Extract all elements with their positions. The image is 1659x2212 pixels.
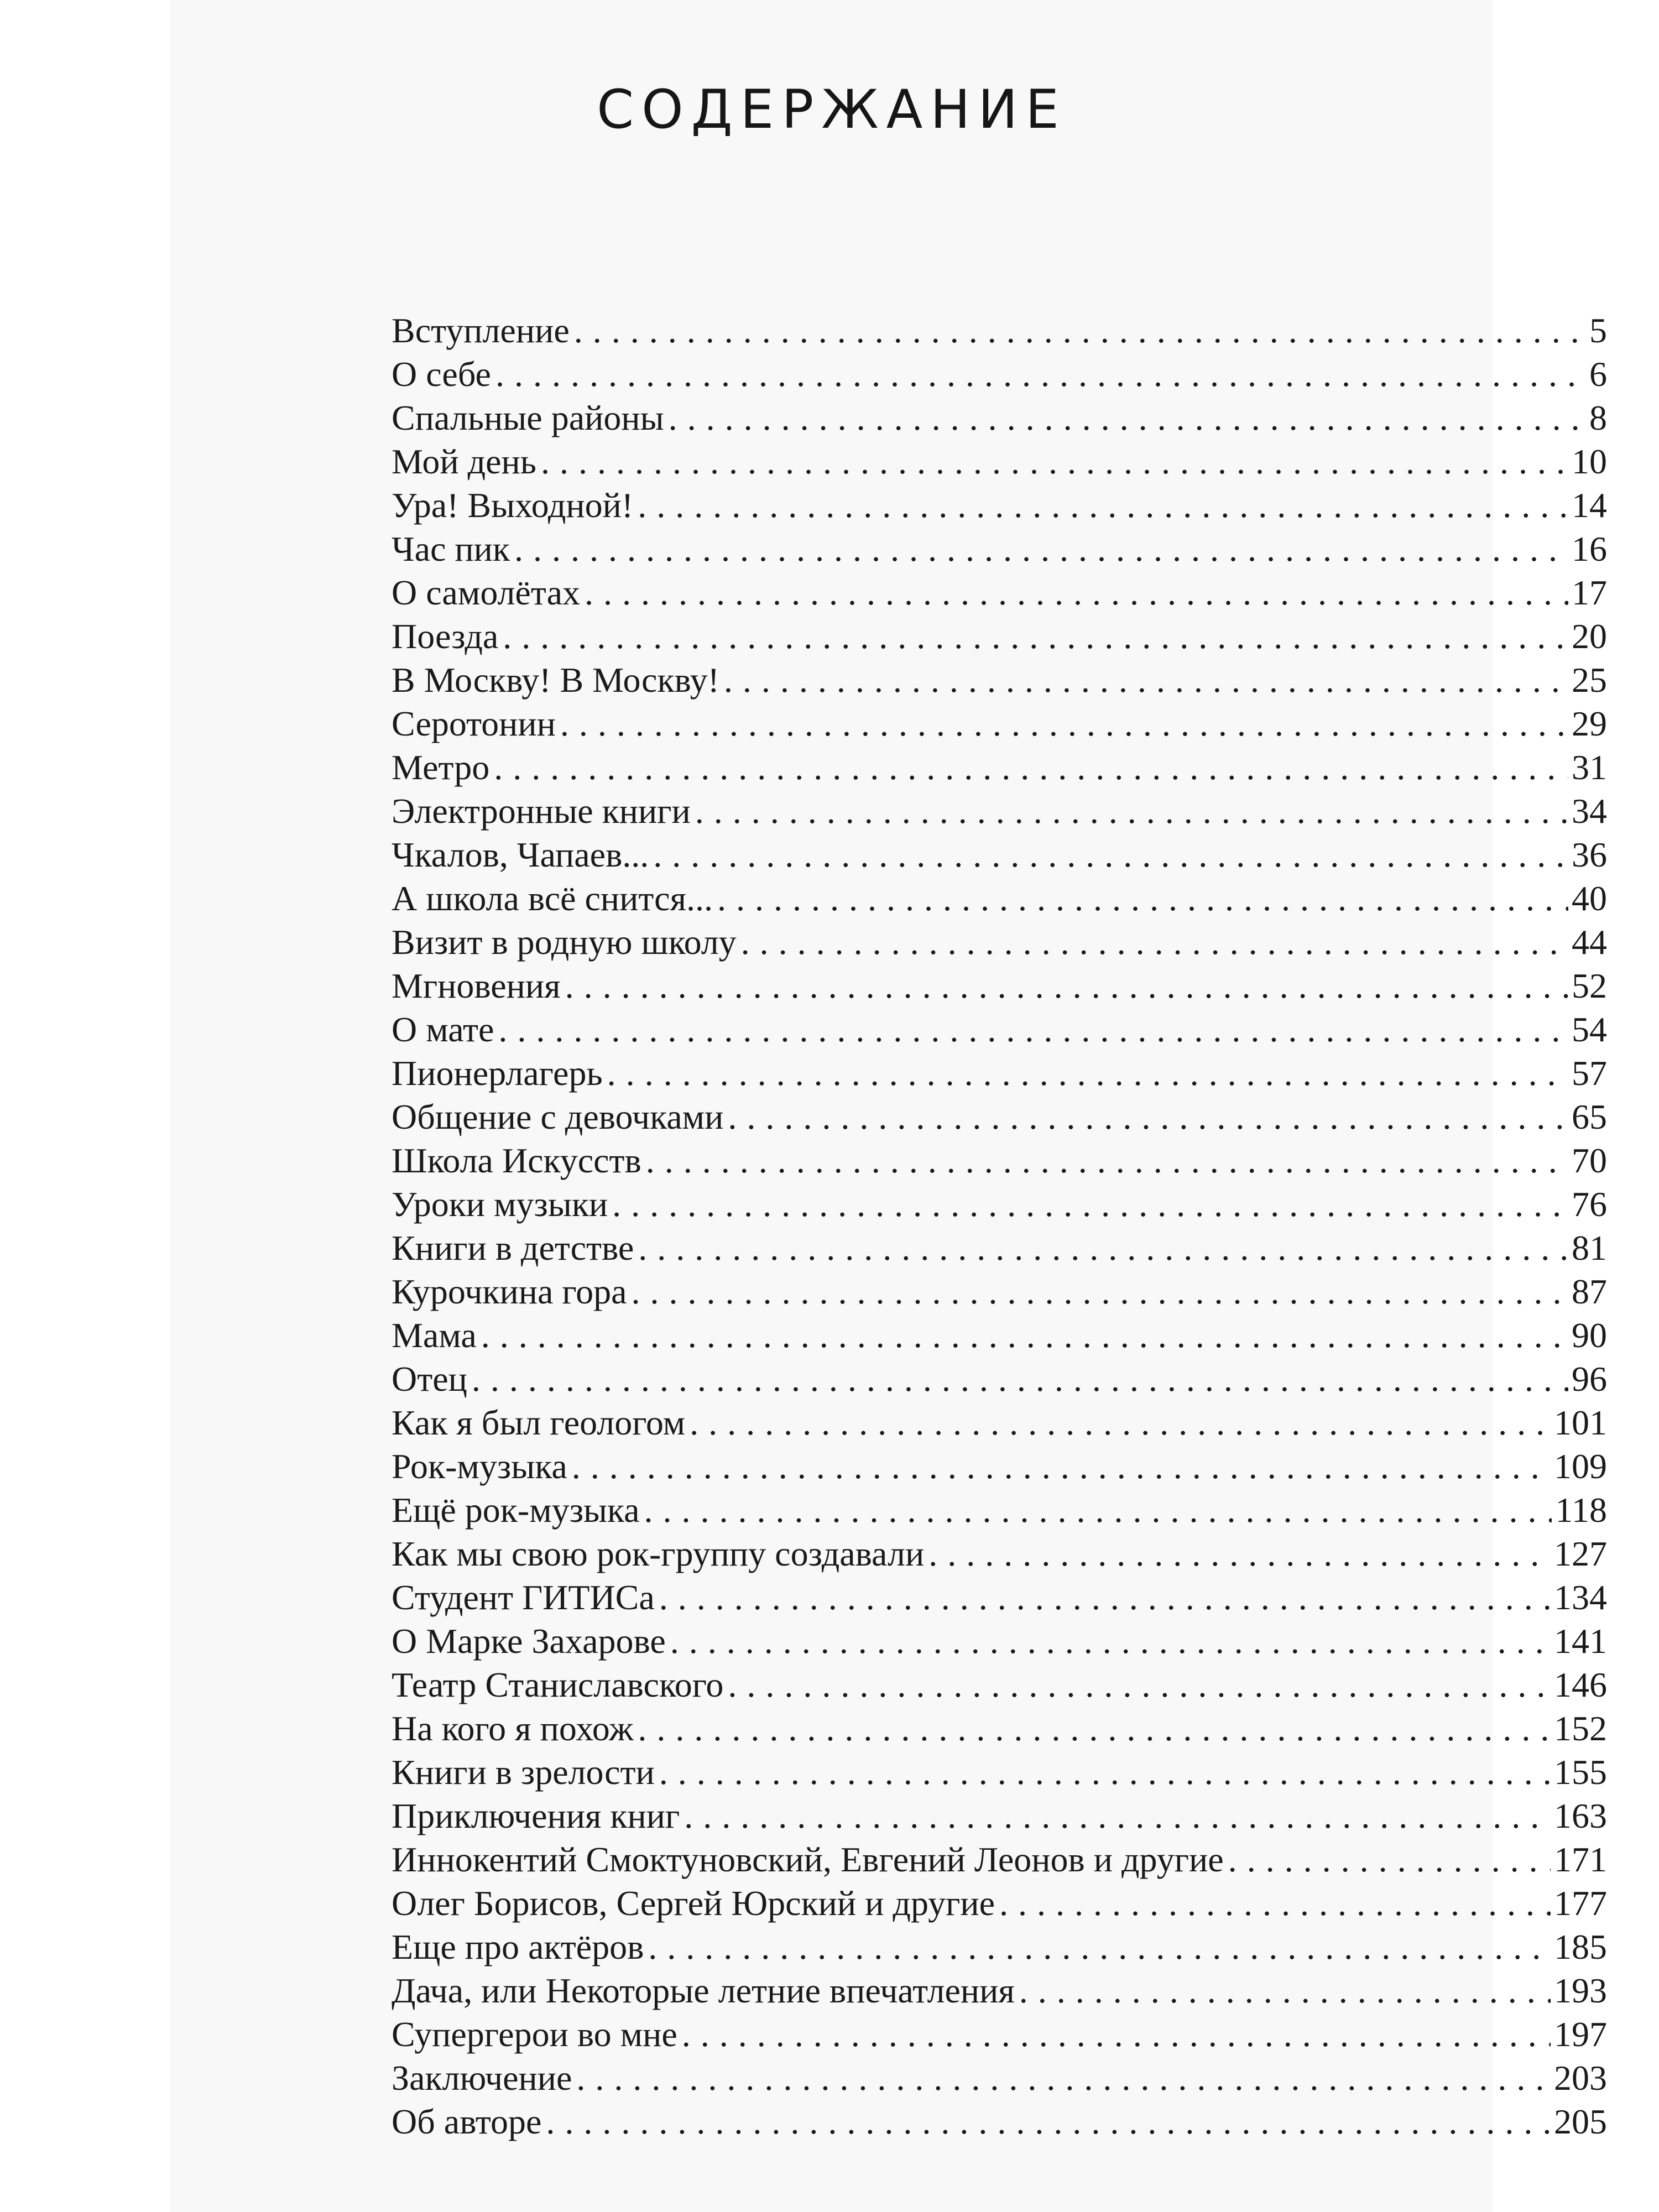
toc-entry-page-number: 134 (1554, 1578, 1607, 1617)
toc-dot-leader (646, 1139, 1568, 1182)
toc-dot-leader (514, 527, 1568, 571)
toc-dot-leader (659, 1750, 1551, 1794)
toc-entry (392, 1270, 1607, 1313)
toc-entry-title: Мгновения (392, 966, 561, 1005)
toc-entry-title: О мате (392, 1010, 494, 1049)
toc-dot-leader (572, 1444, 1551, 1488)
toc-entry-title: Общение с девочками (392, 1097, 724, 1136)
toc-dot-leader (670, 1619, 1551, 1663)
toc-entry-title: Книги в детстве (392, 1228, 634, 1267)
toc-entry (392, 658, 1607, 702)
toc-entry (392, 1925, 1607, 1969)
toc-entry (392, 702, 1607, 745)
toc-entry-page-number: 81 (1572, 1228, 1607, 1267)
toc-entry (392, 1226, 1607, 1270)
toc-entry (392, 1313, 1607, 1357)
toc-entry (392, 1095, 1607, 1139)
toc-dot-leader (1228, 1838, 1551, 1881)
toc-entry-page-number: 34 (1572, 791, 1607, 831)
toc-dot-leader (999, 1881, 1551, 1925)
toc-dot-leader (638, 1226, 1568, 1270)
toc-entry (392, 1794, 1607, 1838)
toc-entry-page-number: 10 (1572, 442, 1607, 481)
toc-entry-title: Визит в родную школу (392, 922, 737, 962)
toc-entry-title: Ура! Выходной! (392, 486, 634, 525)
toc-dot-leader (717, 877, 1568, 920)
toc-dot-leader (695, 789, 1568, 833)
toc-entry-title: Супергерои во мне (392, 2015, 677, 2054)
toc-entry (392, 2100, 1607, 2143)
toc-entry (392, 571, 1607, 614)
toc-dot-leader (560, 702, 1568, 745)
toc-entry-page-number: 155 (1554, 1752, 1607, 1792)
book-page (170, 0, 1607, 2212)
toc-dot-leader (728, 1663, 1551, 1707)
toc-entry-title: Мама (392, 1316, 477, 1355)
toc-dot-leader (724, 658, 1568, 702)
toc-dot-leader (684, 1794, 1551, 1838)
toc-entry (392, 1401, 1607, 1444)
toc-entry-page-number: 8 (1589, 398, 1607, 437)
toc-entry-page-number: 31 (1572, 748, 1607, 787)
toc-entry-page-number: 20 (1572, 617, 1607, 656)
toc-entry-title: Приключения книг (392, 1796, 680, 1835)
toc-entry (392, 2012, 1607, 2056)
toc-entry (392, 1008, 1607, 1051)
toc-entry (392, 1532, 1607, 1575)
toc-entry (392, 2056, 1607, 2100)
toc-entry (392, 1575, 1607, 1619)
toc-dot-leader (574, 309, 1586, 352)
toc-entry-page-number: 127 (1554, 1534, 1607, 1573)
toc-entry-page-number: 118 (1555, 1490, 1607, 1530)
toc-entry-title: Метро (392, 748, 490, 787)
toc-entry-page-number: 17 (1572, 573, 1607, 612)
toc-entry-page-number: 29 (1572, 704, 1607, 743)
toc-dot-leader (612, 1182, 1568, 1226)
toc-entry (392, 1838, 1607, 1881)
toc-entry-title: Заключение (392, 2058, 572, 2098)
toc-entry-page-number: 52 (1572, 966, 1607, 1005)
toc-dot-leader (928, 1532, 1551, 1575)
toc-entry-title: Уроки музыки (392, 1185, 608, 1224)
toc-entry-title: Студент ГИТИСа (392, 1578, 655, 1617)
toc-entry-page-number: 171 (1554, 1840, 1607, 1879)
toc-dot-leader (541, 440, 1568, 483)
toc-entry-title: Об авторе (392, 2102, 542, 2141)
toc-entry (392, 833, 1607, 877)
toc-dot-leader (498, 1008, 1568, 1051)
toc-entry-title: На кого я похож (392, 1709, 634, 1748)
toc-entry (392, 309, 1607, 352)
toc-entry (392, 964, 1607, 1008)
toc-entry-title: О Марке Захарове (392, 1621, 666, 1661)
toc-entry-page-number: 163 (1554, 1796, 1607, 1835)
toc-entry-title: Вступление (392, 311, 570, 350)
toc-entry-page-number: 146 (1554, 1665, 1607, 1704)
toc-dot-leader (644, 1488, 1552, 1532)
toc-entry (392, 1139, 1607, 1182)
toc-entry-title: Чкалов, Чапаев... (392, 835, 649, 874)
toc-entry-title: Поезда (392, 617, 499, 656)
toc-entry-page-number: 25 (1572, 660, 1607, 700)
toc-dot-leader (638, 483, 1568, 527)
toc-dot-leader (669, 396, 1586, 440)
toc-entry-page-number: 101 (1554, 1403, 1607, 1442)
toc-entry-page-number: 203 (1554, 2058, 1607, 2098)
toc-entry-title: О себе (392, 354, 491, 394)
toc-entry (392, 1881, 1607, 1925)
toc-entry-page-number: 109 (1554, 1447, 1607, 1486)
toc-entry-title: А школа всё снится... (392, 879, 713, 918)
toc-dot-leader (1019, 1969, 1551, 2012)
toc-entry-title: Серотонин (392, 704, 556, 743)
toc-dot-leader (546, 2100, 1551, 2143)
toc-entry-title: Еще про актёров (392, 1927, 644, 1966)
toc-entry-title: Олег Борисов, Сергей Юрский и другие (392, 1884, 995, 1923)
toc-entry-page-number: 205 (1554, 2102, 1607, 2141)
toc-entry-page-number: 40 (1572, 879, 1607, 918)
toc-entry-title: Книги в зрелости (392, 1752, 655, 1792)
toc-entry-title: Рок-музыка (392, 1447, 567, 1486)
toc-entry-page-number: 152 (1554, 1709, 1607, 1748)
toc-dot-leader (728, 1095, 1568, 1139)
toc-entry-page-number: 96 (1572, 1359, 1607, 1399)
toc-dot-leader (503, 614, 1568, 658)
toc-dot-leader (653, 833, 1568, 877)
toc-entry-title: О самолётах (392, 573, 580, 612)
toc-entry (392, 483, 1607, 527)
toc-entry-page-number: 87 (1572, 1272, 1607, 1311)
toc-entry (392, 1663, 1607, 1707)
toc-entry-page-number: 5 (1589, 311, 1607, 350)
toc-entry (392, 1182, 1607, 1226)
toc-entry-title: Электронные книги (392, 791, 691, 831)
toc-entry (392, 1750, 1607, 1794)
toc-entry (392, 745, 1607, 789)
toc-entry (392, 396, 1607, 440)
toc-entry-page-number: 141 (1554, 1621, 1607, 1661)
toc-entry-title: Отец (392, 1359, 467, 1399)
table-of-contents (392, 309, 1607, 2143)
toc-entry-title: Театр Станиславского (392, 1665, 724, 1704)
toc-entry-title: Час пик (392, 529, 510, 568)
toc-entry (392, 1444, 1607, 1488)
toc-entry-title: Курочкина гора (392, 1272, 627, 1311)
toc-entry (392, 440, 1607, 483)
toc-dot-leader (565, 964, 1568, 1008)
toc-entry-title: Как мы свою рок-группу создавали (392, 1534, 925, 1573)
toc-dot-leader (495, 352, 1586, 396)
toc-entry (392, 527, 1607, 571)
toc-entry (392, 1619, 1607, 1663)
toc-entry-page-number: 65 (1572, 1097, 1607, 1136)
toc-entry-page-number: 90 (1572, 1316, 1607, 1355)
toc-entry-title: В Москву! В Москву! (392, 660, 719, 700)
toc-entry-page-number: 36 (1572, 835, 1607, 874)
toc-entry-title: Школа Искусств (392, 1141, 641, 1180)
toc-dot-leader (576, 2056, 1551, 2100)
toc-entry-title: Иннокентий Смоктуновский, Евгений Леонов и другие (392, 1840, 1224, 1879)
toc-entry-title: Как я был геологом (392, 1403, 686, 1442)
toc-entry (392, 1969, 1607, 2012)
toc-entry-page-number: 76 (1572, 1185, 1607, 1224)
toc-dot-leader (690, 1401, 1551, 1444)
toc-entry-page-number: 193 (1554, 1971, 1607, 2010)
toc-entry (392, 920, 1607, 964)
toc-entry-page-number: 54 (1572, 1010, 1607, 1049)
toc-dot-leader (741, 920, 1568, 964)
toc-entry (392, 352, 1607, 396)
toc-dot-leader (638, 1707, 1551, 1750)
toc-dot-leader (648, 1925, 1551, 1969)
toc-dot-leader (659, 1575, 1551, 1619)
toc-entry (392, 1707, 1607, 1750)
toc-entry (392, 1488, 1607, 1532)
toc-entry (392, 614, 1607, 658)
toc-entry (392, 1051, 1607, 1095)
page-title: СОДЕРЖАНИЕ (597, 79, 1067, 140)
toc-dot-leader (494, 745, 1568, 789)
toc-entry-page-number: 44 (1572, 922, 1607, 962)
toc-entry (392, 877, 1607, 920)
toc-entry-page-number: 14 (1572, 486, 1607, 525)
toc-dot-leader (585, 571, 1568, 614)
toc-entry-page-number: 197 (1554, 2015, 1607, 2054)
toc-dot-leader (631, 1270, 1568, 1313)
toc-entry (392, 1357, 1607, 1401)
toc-dot-leader (481, 1313, 1568, 1357)
toc-dot-leader (472, 1357, 1568, 1401)
toc-entry (392, 789, 1607, 833)
toc-entry-page-number: 57 (1572, 1053, 1607, 1093)
toc-entry-page-number: 177 (1554, 1884, 1607, 1923)
toc-entry-page-number: 70 (1572, 1141, 1607, 1180)
toc-entry-title: Мой день (392, 442, 536, 481)
toc-dot-leader (682, 2012, 1551, 2056)
toc-entry-title: Ещё рок-музыка (392, 1490, 640, 1530)
toc-entry-page-number: 6 (1589, 354, 1607, 394)
toc-entry-page-number: 16 (1572, 529, 1607, 568)
toc-entry-title: Пионерлагерь (392, 1053, 603, 1093)
toc-entry-title: Дача, или Некоторые летние впечатления (392, 1971, 1015, 2010)
toc-entry-title: Спальные районы (392, 398, 664, 437)
toc-entry-page-number: 185 (1554, 1927, 1607, 1966)
toc-dot-leader (607, 1051, 1568, 1095)
